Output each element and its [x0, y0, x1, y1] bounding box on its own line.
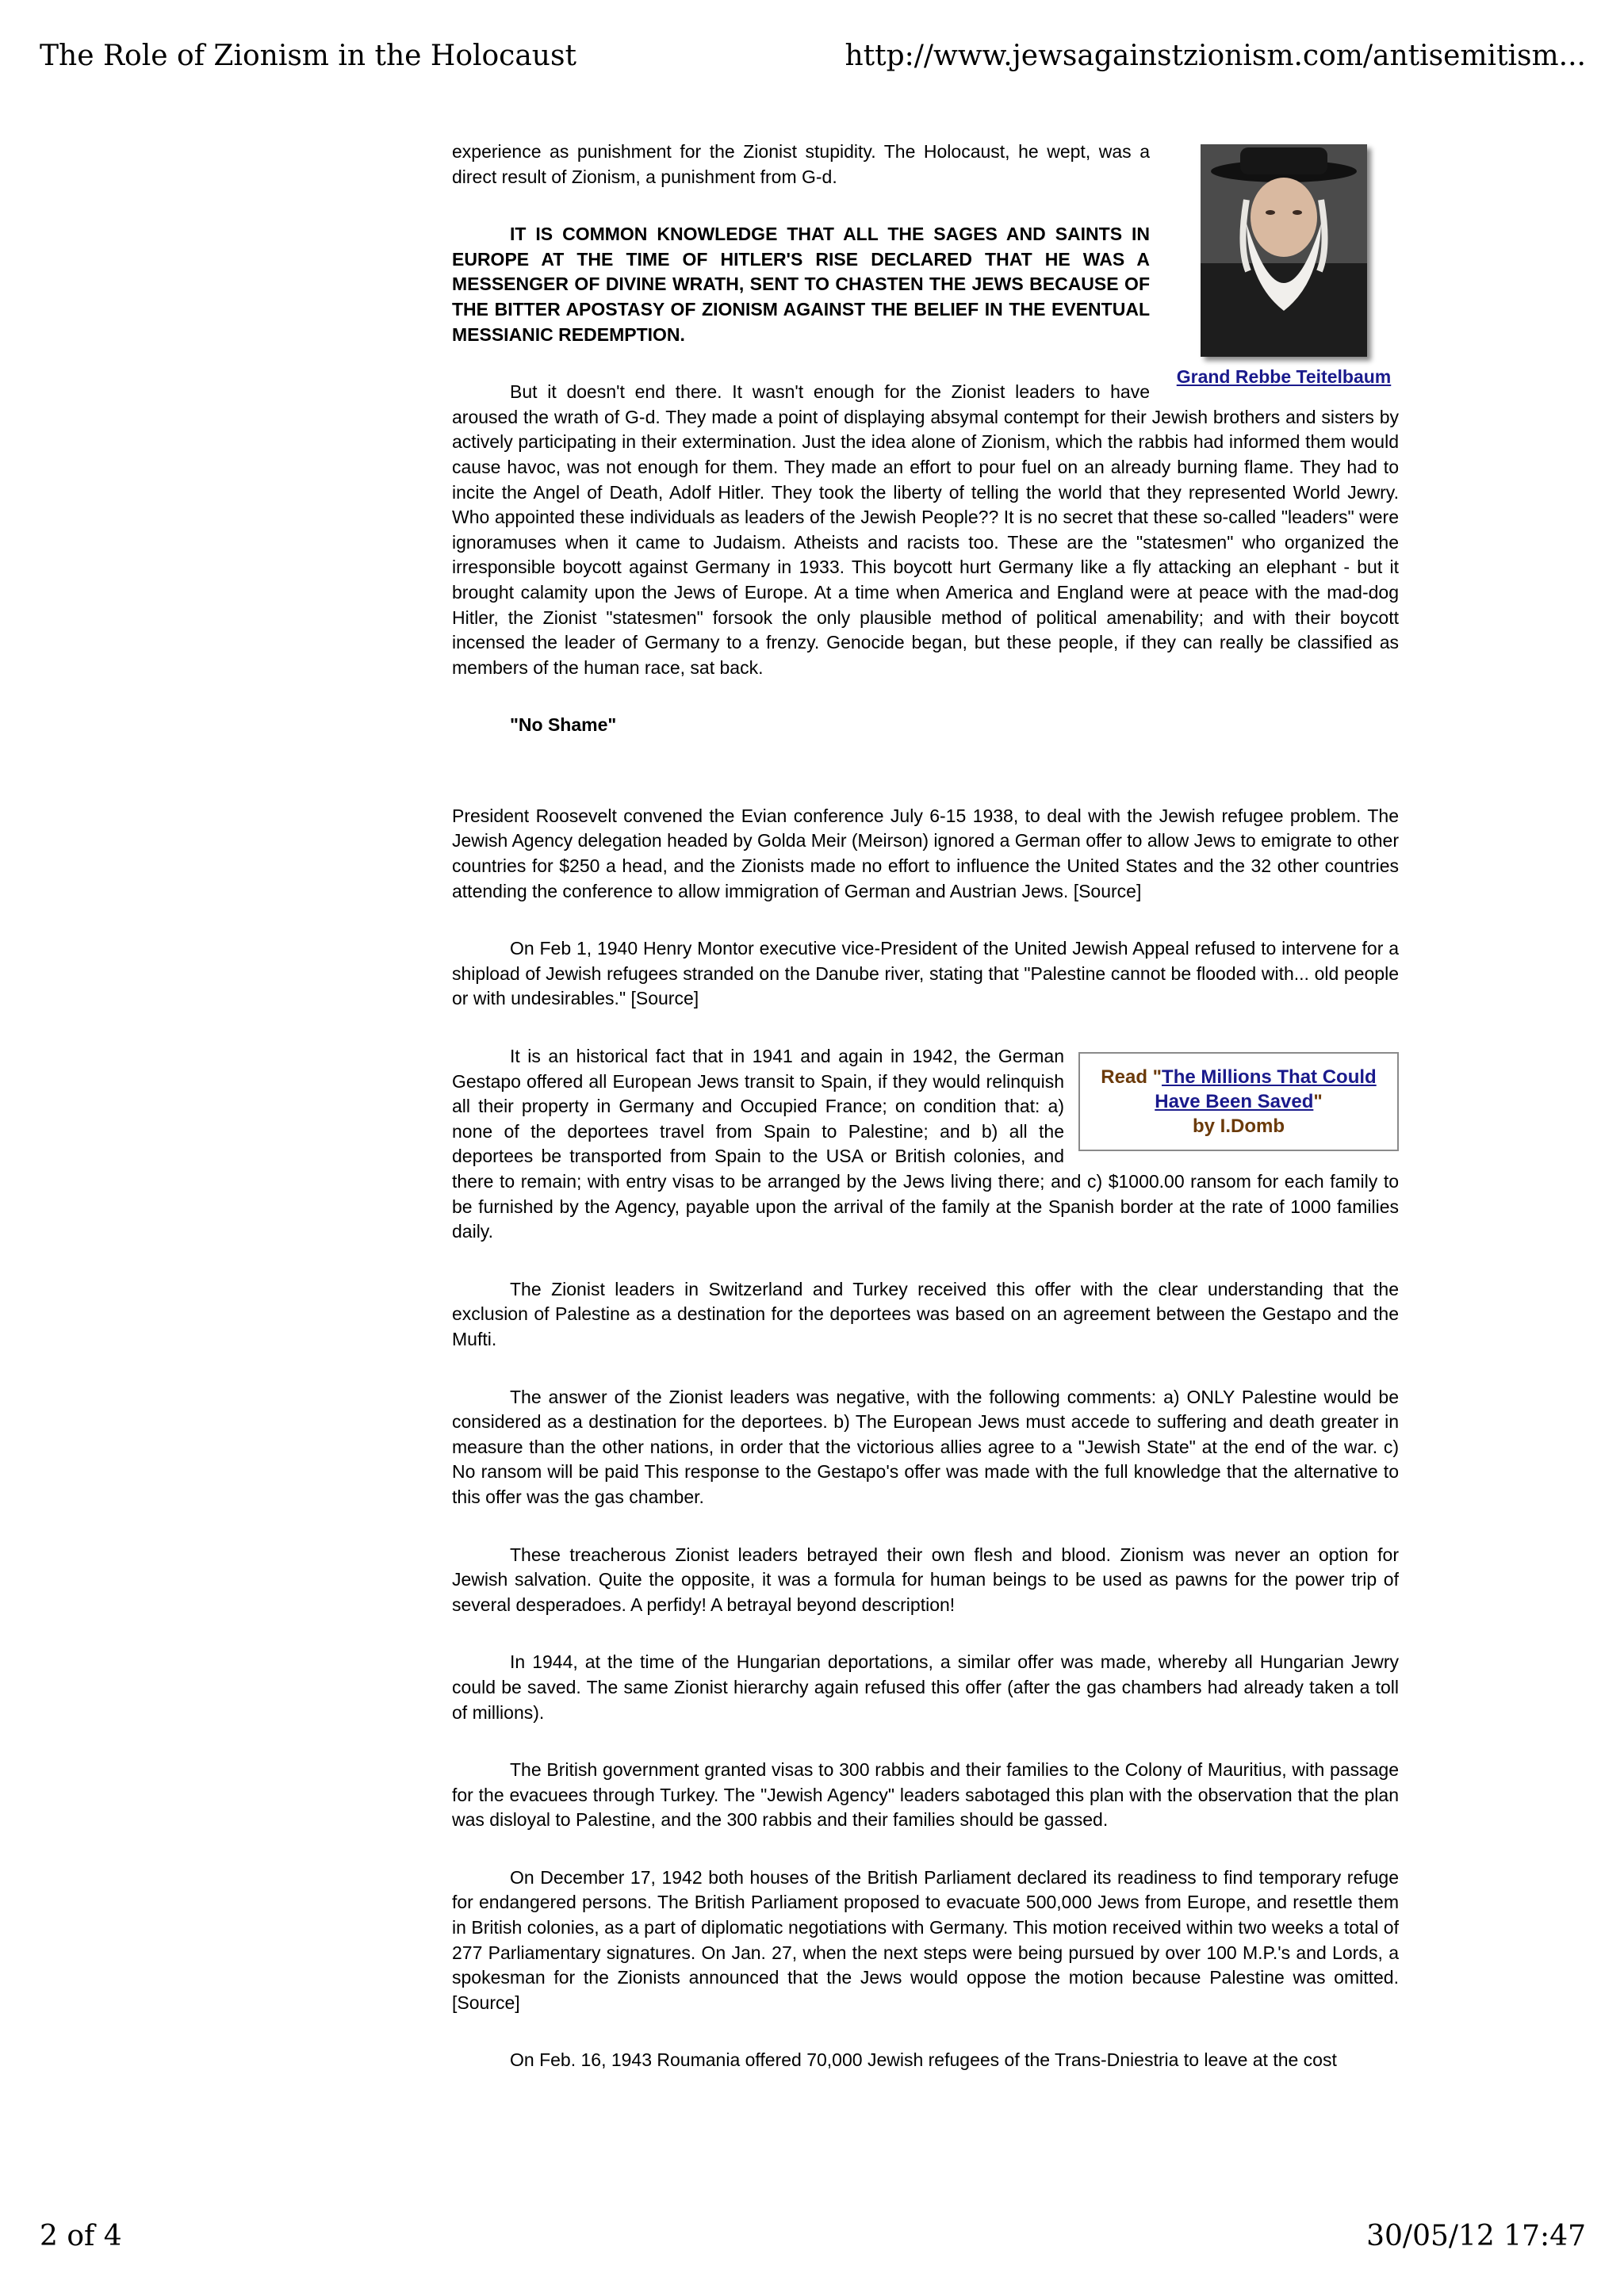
- paragraph: On December 17, 1942 both houses of the British Parliament declared its readiness to find temporary refuge for endangered persons. The British Parliament proposed to evacuate 500,000 Jews from Europe, and resettle them in British colonies, as a part of diplomatic negotiations with Germany. This motion received within two weeks a total of 277 Parliamentary signatures. On Jan. 27, when the next steps were being pursued by over 100 M.P.'s and Lords, a spokesman for the Zionists announced that the Jews would oppose the motion because Palestine was omitted. [Source]: [452, 1866, 1399, 2013]
- bold-statement: IT IS COMMON KNOWLEDGE THAT ALL THE SAGES AND SAINTS IN EUROPE AT THE TIME OF HITLER'S RISE DECLARED THAT HE WAS A MESSENGER OF DIVINE WRATH, SENT TO CHASTEN THE JEWS BECAUSE OF THE BITTER APOSTASY OF ZIONISM AGAINST THE BELIEF IN THE EVENTUAL MESSIANIC REDEMPTION.: [452, 224, 1150, 345]
- millions-link[interactable]: The Millions That Could Have Been Saved: [1155, 1066, 1377, 1113]
- print-datetime: 30/05/12 17:47: [1366, 2220, 1586, 2252]
- rebbe-portrait: [1201, 144, 1367, 357]
- paragraph: It is an historical fact that in 1941 and again in 1942, the German Gestapo offered all European Jews transit to Spain, if they would relinquish all their property in Germany and Occupied France; on condition that: a) none of the deportees travel from Spain to Palestine; and b) all the deportees be transported from Spain to the USA or British colonies, and there to remain; with entry visas to be arranged by the Jews living there; and c) $1000.00 ransom for each family to be furnished by the Agency, payable upon the arrival of the family at the Spanish border at the rate of 1000 families daily.: [452, 1046, 1399, 1242]
- read-author: by I.Domb: [1192, 1115, 1285, 1138]
- page-header-url[interactable]: http://www.jewsagainstzionism.com/antisemitism...: [845, 40, 1586, 72]
- paragraph: The answer of the Zionist leaders was negative, with the following comments: a) ONLY Palestine would be considered as a destination for the deportees. b) The European Jews must accede to suffering and death greater in measure than the other nations, in order that the victorious allies agree to a "Jewish State" at the end of the war. c) No ransom will be paid This response to the Gestapo's offer was made with the full knowledge that the alternative to this offer was the gas chamber.: [452, 1386, 1399, 1507]
- paragraph: experience as punishment for the Zionist stupidity. The Holocaust, he wept, was a direct result of Zionism, a punishment from G-d.: [452, 141, 1150, 187]
- read-prefix: Read ": [1101, 1066, 1162, 1089]
- read-suffix: ": [1313, 1091, 1323, 1113]
- photo-caption-link[interactable]: Grand Rebbe Teitelbaum: [1176, 366, 1392, 387]
- section-heading: "No Shame": [510, 714, 617, 736]
- page-header-title: The Role of Zionism in the Holocaust: [40, 40, 576, 72]
- paragraph: On Feb. 16, 1943 Roumania offered 70,000 Jewish refugees of the Trans-Dniestria to leave at the cost: [510, 2049, 1337, 2071]
- paragraph: On Feb 1, 1940 Henry Montor executive vice-President of the United Jewish Appeal refused to intervene for a shipload of Jewish refugees stranded on the Danube river, stating that "Palestine cannot be flooded with... old people or with undesirables." [Source]: [452, 938, 1399, 1009]
- paragraph: President Roosevelt convened the Evian conference July 6-15 1938, to deal with the Jewish refugee problem. The Jewish Agency delegation headed by Golda Meir (Meirson) ignored a German offer to allow Jews to emigrate to other countries for $250 a head, and the Zionists made no effort to influence the United States and the 32 other countries attending the conference to allow immigration of German and Austrian Jews. [Source]: [452, 805, 1399, 901]
- page-number: 2 of 4: [40, 2220, 122, 2252]
- paragraph: In 1944, at the time of the Hungarian deportations, a similar offer was made, whereby all Hungarian Jewry could be saved. The same Zionist hierarchy again refused this offer (after the gas chambers had already taken a toll of millions).: [452, 1651, 1399, 1723]
- paragraph: The British government granted visas to 300 rabbis and their families to the Colony of Mauritius, with passage for the evacuees through Turkey. The "Jewish Agency" leaders sabotaged this plan with the observation that the plan was disloyal to Palestine, and the 300 rabbis and their families should be gassed.: [452, 1759, 1399, 1831]
- paragraph: The Zionist leaders in Switzerland and Turkey received this offer with the clear understanding that the exclusion of Palestine as a destination for the deportees was based on an agreement between the Gestapo and the Mufti.: [452, 1278, 1399, 1349]
- photo-figure: [1169, 144, 1399, 390]
- article-body: [452, 140, 1399, 2106]
- paragraph: These treacherous Zionist leaders betrayed their own flesh and blood. Zionism was never an option for Jewish salvation. Quite the opposite, it was a formula for human beings to be used as pawns for the power trip of several desperadoes. A perfidy! A betrayal beyond description!: [452, 1544, 1399, 1615]
- paragraph: But it doesn't end there. It wasn't enough for the Zionist leaders to have aroused the wrath of G-d. They made a point of displaying absymal contempt for their Jewish brothers and sisters by actively participating in their extermination. Just the idea alone of Zionism, which the rabbis had informed them would cause havoc, was not enough for them. They made an effort to pour fuel on an already burning flame. They had to incite the Angel of Death, Adolf Hitler. They took the liberty of telling the world that they represented World Jewry. Who appointed these individuals as leaders of the Jewish People?? It is no secret that these so-called "leaders" were ignoramuses when it came to Judaism. Atheists and racists too. These are the "statesmen" who organized the irresponsible boycott against Germany in 1933. This boycott hurt Germany like a fly attacking an elephant - but it brought calamity upon the Jews of Europe. At a time when America and England were at peace with the mad-dog Hitler, the Zionist "statesmen" forsook the only plausible method of political amenability; and with their boycott incensed the leader of Germany to a frenzy. Genocide began, but these people, if they can really be classified as members of the human race, sat back.: [452, 381, 1399, 678]
- read-more-box: [1078, 1052, 1399, 1151]
